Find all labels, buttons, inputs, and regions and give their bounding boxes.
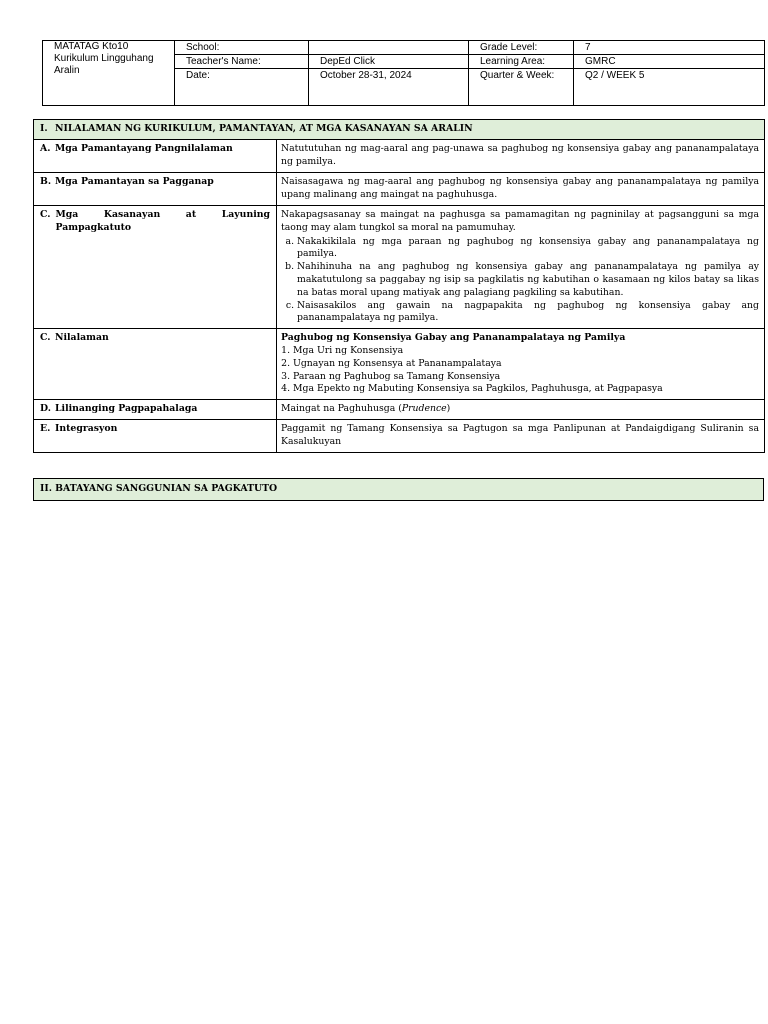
- row-letter: B.: [40, 176, 52, 187]
- section-references-table: [33, 478, 764, 501]
- date-value: October 28-31, 2024: [309, 69, 469, 106]
- header-table: [42, 40, 765, 106]
- table-row: [34, 140, 765, 173]
- grade-level-label: Grade Level:: [469, 41, 574, 55]
- values-italic: Prudence: [401, 403, 447, 415]
- table-row: [34, 329, 765, 400]
- learning-area-label: Learning Area:: [469, 55, 574, 69]
- teacher-name-value: DepEd Click: [309, 55, 469, 69]
- row-label: [34, 400, 277, 420]
- teacher-name-label: Teacher's Name:: [175, 55, 309, 69]
- table-row: [34, 400, 765, 420]
- table-row: [34, 206, 765, 329]
- row-letter: D.: [40, 403, 51, 415]
- section-heading: [34, 120, 765, 140]
- values-label: Lilinanging Pagpapahalaga: [55, 403, 198, 415]
- section-number: I.: [40, 123, 48, 134]
- lesson-plan-title: MATATAG Kto10 Kurikulum Lingguhang Aralin: [43, 41, 175, 106]
- quarter-week-label: Quarter & Week:: [469, 69, 574, 106]
- section-curriculum-table: [33, 119, 765, 453]
- list-item: c. Naisasakilos ang gawain na nagpapakita ng paghubog ng konsensiya gabay ang pananampalataya ng pamilya.: [297, 300, 759, 326]
- list-item: 2. Ugnayan ng Konsensya at Pananampalataya: [293, 358, 759, 371]
- content-standards-value: Natututuhan ng mag-aaral ang pag-unawa sa paghubog ng konsensiya gabay ang pananampalataya ng pamilya.: [277, 140, 765, 173]
- integration-label: Integrasyon: [55, 422, 118, 434]
- objectives-list: [281, 236, 759, 326]
- list-item: 1. Mga Uri ng Konsensiya: [293, 345, 759, 358]
- values-close: ): [446, 403, 451, 415]
- school-label: School:: [175, 41, 309, 55]
- row-letter: E.: [40, 422, 51, 434]
- content-title: Paghubog ng Konsensiya Gabay ang Pananampalataya ng Pamilya: [281, 332, 626, 344]
- grade-level-value: 7: [574, 41, 765, 55]
- competencies-intro: Nakapagsasanay sa maingat na paghusga sa pamamagitan ng pagninilay at pagsangguni sa mga taong may alam tungkol sa moral na pamumuhay.: [281, 209, 759, 233]
- quarter-week-value: Q2 / WEEK 5: [574, 69, 765, 106]
- school-value: [309, 41, 469, 55]
- table-row: [34, 173, 765, 206]
- list-item: b. Nahihinuha na ang paghubog ng konsensiya gabay ang pananampalataya ng pamilya ay makatutulong sa paggabay ng isip sa pagkilatis ng kabutihan o kasamaan ng kilos batay sa likas na batas moral upang matiyak ang palagiang pagkiling sa kabutihan.: [297, 261, 759, 299]
- row-letter: C.: [40, 332, 51, 344]
- list-item: 4. Mga Epekto ng Mabuting Konsensiya sa Pagkilos, Paghuhusga, at Pagpapasya: [293, 383, 759, 396]
- performance-standards-label: Mga Pamantayan sa Pagganap: [55, 176, 214, 187]
- competencies-value: [277, 206, 765, 329]
- content-list: [281, 345, 759, 396]
- row-label: [34, 206, 277, 329]
- content-standards-label: Mga Pamantayang Pangnilalaman: [55, 143, 233, 154]
- row-letter: C.: [40, 209, 51, 220]
- section-heading: II. BATAYANG SANGGUNIAN SA PAGKATUTO: [34, 479, 764, 501]
- learning-area-value: GMRC: [574, 55, 765, 69]
- table-row: [34, 419, 765, 452]
- row-label: [34, 329, 277, 400]
- integration-value: Paggamit ng Tamang Konsensiya sa Pagtugon sa mga Panlipunan at Pandaigdigang Suliranin sa Kasalukuyan: [277, 419, 765, 452]
- section-title: NILALAMAN NG KURIKULUM, PAMANTAYAN, AT MGA KASANAYAN SA ARALIN: [55, 123, 473, 134]
- competencies-label-line1: Mga Kasanayan at Layuning: [55, 209, 270, 220]
- content-value: [277, 329, 765, 400]
- performance-standards-value: Naisasagawa ng mag-aaral ang paghubog ng konsensiya gabay ang pananampalataya ng pamilya upang malinang ang maingat na paghuhusga.: [277, 173, 765, 206]
- competencies-label-line2: Pampagkatuto: [55, 221, 132, 233]
- row-label: [34, 140, 277, 173]
- date-label: Date:: [175, 69, 309, 106]
- row-label: [34, 419, 277, 452]
- values-text: Maingat na Paghuhusga (: [281, 403, 402, 415]
- list-item: a. Nakakikilala ng mga paraan ng paghubog ng konsensiya gabay ang pananampalataya ng pamilya.: [297, 236, 759, 262]
- row-letter: A.: [40, 143, 51, 154]
- row-label: [34, 173, 277, 206]
- content-label: Nilalaman: [55, 332, 109, 344]
- values-value: [277, 400, 765, 420]
- list-item: 3. Paraan ng Paghubog sa Tamang Konsensiya: [293, 371, 759, 384]
